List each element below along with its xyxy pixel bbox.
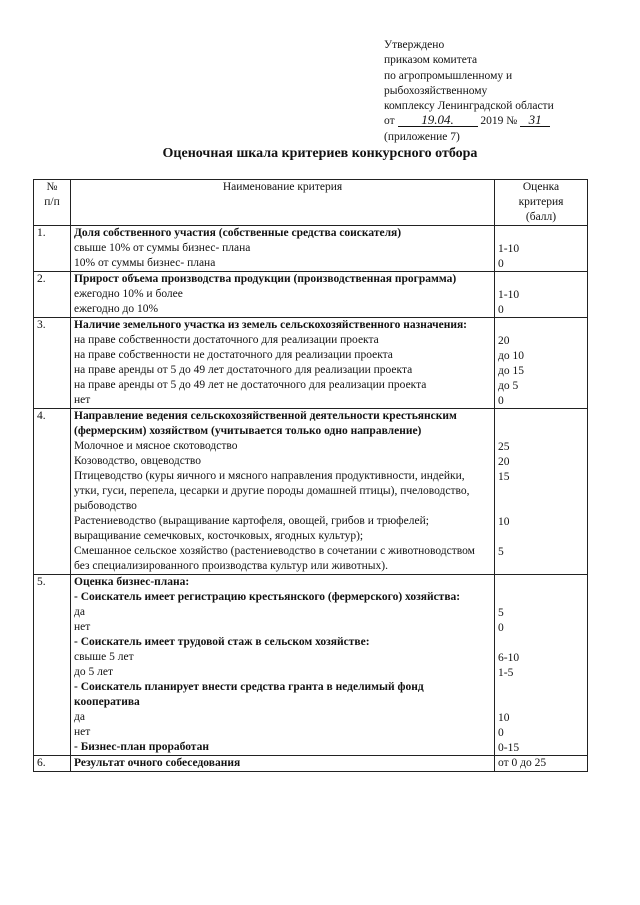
criterion-number: 1. <box>34 226 71 272</box>
criterion-option: на праве аренды от 5 до 49 лет не достаточного для реализации проекта <box>74 379 427 391</box>
criterion-option-score: 5 <box>498 606 504 619</box>
criteria-table <box>33 179 588 772</box>
approval-number-handwritten: 31 <box>520 114 550 127</box>
criterion-option: нет <box>74 621 91 633</box>
criterion-option: Смешанное сельское хозяйство (растениеводство в сочетании с животноводством без специализированного производства культур или животных). <box>74 545 475 572</box>
approval-line: Утверждено <box>384 39 445 51</box>
criterion-option: свыше 10% от суммы бизнес- плана <box>74 242 251 254</box>
criterion-score <box>495 272 588 318</box>
approval-block <box>384 38 624 145</box>
approval-line: по агропромышленному и <box>384 69 513 82</box>
criterion-title: Наличие земельного участка из земель сельскохозяйственного назначения: <box>74 319 467 331</box>
criterion-description <box>71 575 495 756</box>
table-row <box>34 409 588 575</box>
header-score <box>495 180 588 226</box>
criterion-option-score: 0 <box>498 257 504 270</box>
criterion-description <box>71 756 495 772</box>
approval-year: 2019 № <box>480 115 518 128</box>
header-score-text: Оценка <box>522 181 560 193</box>
criterion-option-score: 1-10 <box>498 242 520 255</box>
criterion-number: 5. <box>34 575 71 756</box>
criterion-option: нет <box>74 726 91 738</box>
table-row <box>34 756 588 772</box>
approval-annex: (приложение 7) <box>384 130 460 143</box>
criterion-option: ежегодно до 10% <box>74 303 159 315</box>
criterion-option: 10% от суммы бизнес- плана <box>74 257 216 269</box>
criterion-score <box>495 575 588 756</box>
criterion-description <box>71 272 495 318</box>
header-score-text: (балл) <box>525 211 557 223</box>
criterion-option-score: 0 <box>498 394 504 407</box>
criterion-option-score: 20 <box>498 334 510 347</box>
criterion-option: Молочное и мясное скотоводство <box>74 440 238 452</box>
criterion-option-score: 10 <box>498 515 510 528</box>
header-num-text: № <box>46 181 58 193</box>
approval-line: рыбохозяйственному <box>384 84 488 97</box>
criterion-option: свыше 5 лет <box>74 651 134 663</box>
table-header-row <box>34 180 588 226</box>
criterion-title: Направление ведения сельскохозяйственной деятельности крестьянским (фермерским) хозяйством (учитывается только одно направление) <box>74 410 457 437</box>
approval-date-line <box>384 114 624 129</box>
criterion-description <box>71 409 495 575</box>
criterion-option-score: 0 <box>498 303 504 316</box>
table-row <box>34 272 588 318</box>
criterion-option: на праве собственности достаточного для реализации проекта <box>74 334 379 346</box>
criterion-description <box>71 226 495 272</box>
criterion-title: Доля собственного участия (собственные средства соискателя) <box>74 227 402 239</box>
criterion-option-score: 1-5 <box>498 666 514 679</box>
criterion-number: 3. <box>34 318 71 409</box>
criterion-description <box>71 318 495 409</box>
criterion-option-score: 20 <box>498 455 510 468</box>
header-name: Наименование критерия <box>71 180 495 226</box>
approval-date-handwritten: 19.04. <box>398 114 478 127</box>
criterion-title: Результат очного собеседования <box>74 757 241 769</box>
criterion-option-score: 10 <box>498 711 510 724</box>
criterion-option: на праве собственности не достаточного для реализации проекта <box>74 349 393 361</box>
sub-criterion-score: 0-15 <box>498 741 520 754</box>
criterion-option-score: 1-10 <box>498 288 520 301</box>
criterion-option-score: 0 <box>498 621 504 634</box>
criterion-option: Козоводство, овцеводство <box>74 455 201 467</box>
criterion-score <box>495 318 588 409</box>
sub-criterion-title: - Соискатель планирует внести средства гранта в неделимый фонд кооператива <box>74 681 424 708</box>
criterion-title: Прирост объема производства продукции (производственная программа) <box>74 273 457 285</box>
criterion-option-score: 0 <box>498 726 504 739</box>
criterion-option: до 5 лет <box>74 666 113 678</box>
criterion-option-score: 25 <box>498 440 510 453</box>
header-num-text: п/п <box>44 196 60 208</box>
sub-criterion-title: - Соискатель имеет регистрацию крестьянского (фермерского) хозяйства: <box>74 591 461 603</box>
criterion-option: нет <box>74 394 91 406</box>
criterion-score <box>495 409 588 575</box>
criterion-score: от 0 до 25 <box>495 756 588 772</box>
criteria-table-body <box>34 180 588 772</box>
approval-line: комплексу Ленинградской области <box>384 100 554 113</box>
criterion-number: 4. <box>34 409 71 575</box>
criterion-option: на праве аренды от 5 до 49 лет достаточного для реализации проекта <box>74 364 413 376</box>
criterion-option: да <box>74 711 85 723</box>
criterion-title: Оценка бизнес-плана: <box>74 576 190 588</box>
header-score-text: критерия <box>518 196 564 208</box>
criterion-option: ежегодно 10% и более <box>74 288 183 300</box>
header-num <box>34 180 71 226</box>
criterion-number: 6. <box>34 756 71 772</box>
criterion-option-score: до 10 <box>498 349 524 362</box>
criterion-option-score: 5 <box>498 545 504 558</box>
criterion-option-score: до 15 <box>498 364 524 377</box>
sub-criterion-title: - Соискатель имеет трудовой стаж в сельском хозяйстве: <box>74 636 370 648</box>
table-row <box>34 575 588 756</box>
criterion-option: Птицеводство (куры яичного и мясного направления продуктивности, индейки, утки, гуси, перепела, цесарки и другие породы домашней птицы), пчеловодство, рыбоводство <box>74 470 470 512</box>
criterion-option-score: 6-10 <box>498 651 520 664</box>
criterion-score <box>495 226 588 272</box>
document-title: Оценочная шкала критериев конкурсного отбора <box>162 146 478 161</box>
criterion-option: да <box>74 606 85 618</box>
approval-date-prefix: от <box>384 115 395 128</box>
criterion-option-score: до 5 <box>498 379 519 392</box>
table-row <box>34 318 588 409</box>
criterion-option: Растениеводство (выращивание картофеля, овощей, грибов и трюфелей; выращивание семечковых, косточковых, ягодных культур); <box>74 515 429 542</box>
approval-line: приказом комитета <box>384 54 478 67</box>
sub-criterion-title: - Бизнес-план проработан <box>74 741 209 753</box>
table-row <box>34 226 588 272</box>
criterion-number: 2. <box>34 272 71 318</box>
criterion-option-score: 15 <box>498 470 510 483</box>
